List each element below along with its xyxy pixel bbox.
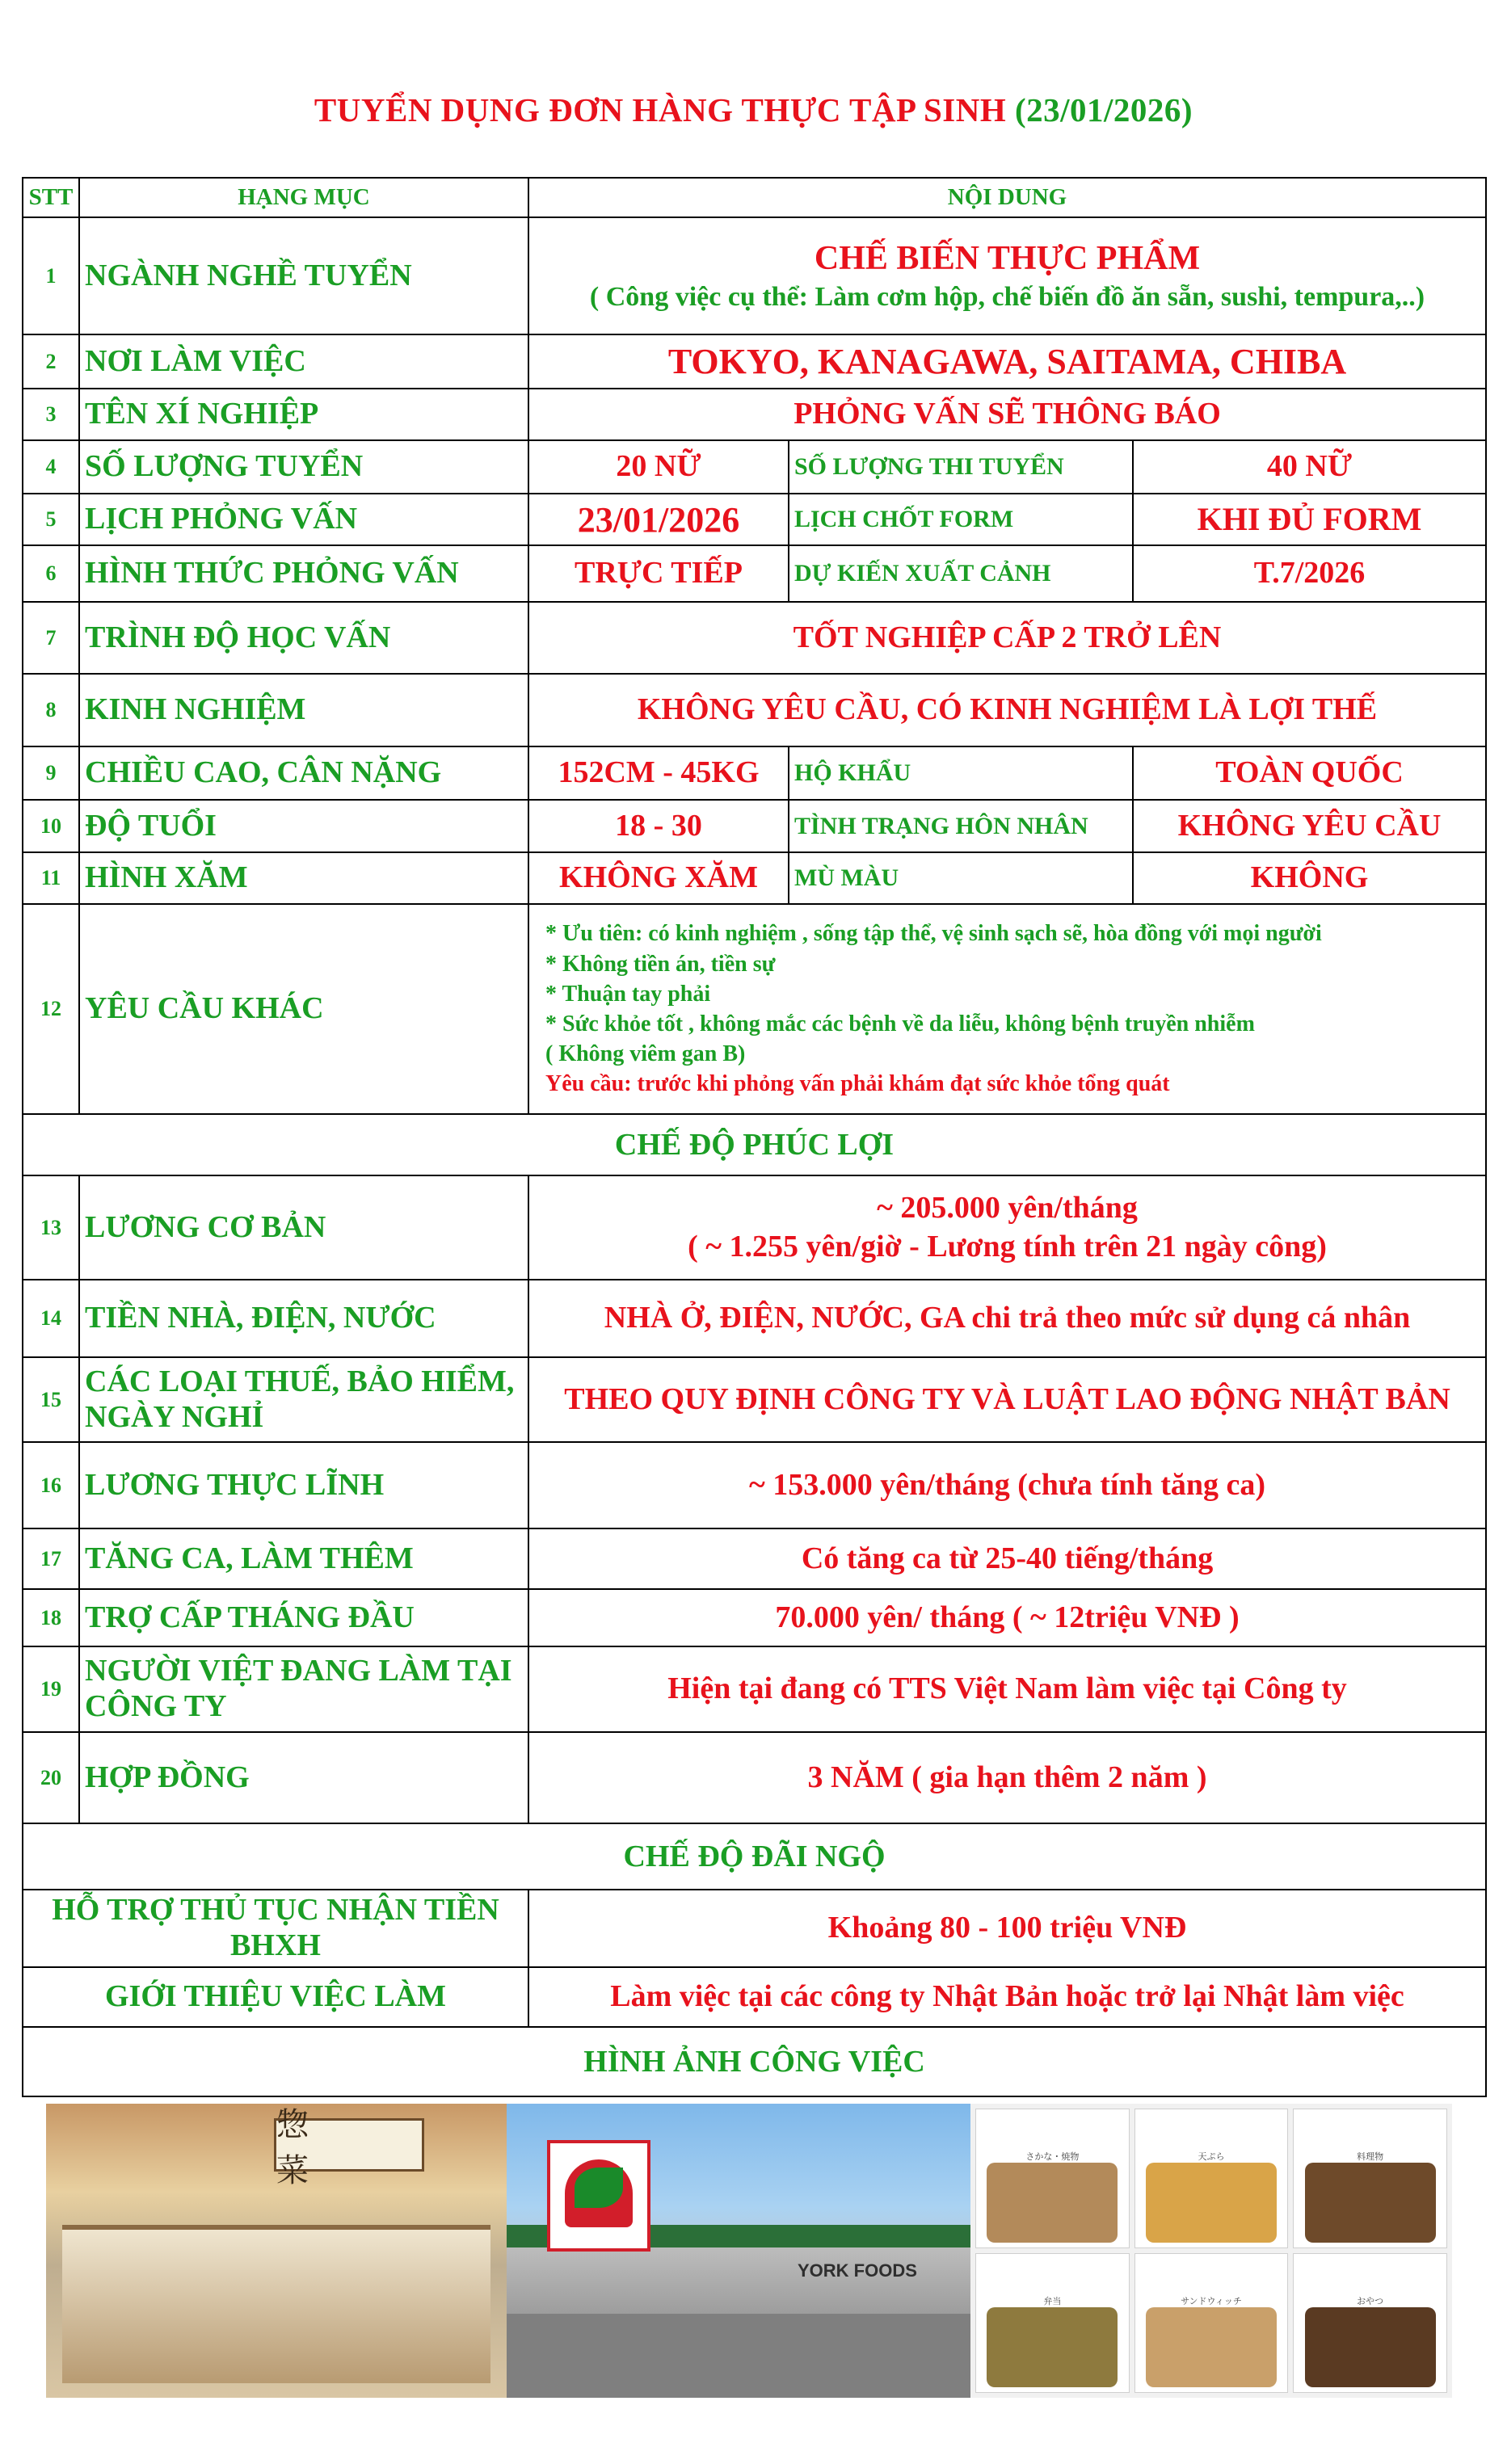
row-label-secondary: LỊCH CHỐT FORM (789, 494, 1133, 545)
row-label: TIỀN NHÀ, ĐIỆN, NƯỚC (79, 1280, 528, 1357)
row-stt: 16 (23, 1442, 79, 1528)
table-row (23, 1967, 1486, 2027)
row-value: PHỎNG VẤN SẼ THÔNG BÁO (528, 389, 1486, 440)
table-row (23, 1589, 1486, 1646)
header-category: HẠNG MỤC (79, 178, 528, 217)
row-stt: 18 (23, 1589, 79, 1646)
deli-counter-photo (46, 2104, 507, 2398)
row-stt: 12 (23, 904, 79, 1114)
food-products-photo (970, 2104, 1452, 2398)
store-front-photo (507, 2104, 970, 2398)
food-tile-label: 天ぷら (1198, 2151, 1225, 2162)
section-header-row (23, 1114, 1486, 1175)
table-row (23, 1357, 1486, 1442)
row-value: 18 - 30 (528, 800, 789, 852)
row-value: NHÀ Ở, ĐIỆN, NƯỚC, GA chi trả theo mức sử dụng cá nhân (528, 1280, 1486, 1357)
section-header-row (23, 1823, 1486, 1890)
row-value-note: ( Công việc cụ thể: Làm cơm hộp, chế biến đồ ăn sẵn, sushi, tempura,..) (589, 281, 1425, 312)
row-value-secondary: T.7/2026 (1133, 545, 1486, 602)
row-label-secondary: HỘ KHẨU (789, 746, 1133, 800)
table-header-row (23, 178, 1486, 217)
store-sign-text: YORK FOODS (798, 2260, 917, 2281)
food-tile (1134, 2109, 1289, 2248)
title-main: TUYỂN DỤNG ĐƠN HÀNG THỰC TẬP SINH (314, 91, 1007, 128)
row-label: TÊN XÍ NGHIỆP (79, 389, 528, 440)
row-label: LỊCH PHỎNG VẤN (79, 494, 528, 545)
row-value-main: ~ 205.000 yên/tháng (877, 1191, 1138, 1225)
row-label: TRÌNH ĐỘ HỌC VẤN (79, 602, 528, 674)
deli-sign-text: 惣 菜 (276, 2106, 341, 2189)
row-value-secondary: 40 NỮ (1133, 440, 1486, 494)
section-welfare-heading: CHẾ ĐỘ PHÚC LỢI (23, 1114, 1486, 1175)
row-stt: 11 (23, 852, 79, 904)
row-value: Khoảng 80 - 100 triệu VNĐ (528, 1890, 1486, 1967)
requirement-line-health: Yêu cầu: trước khi phỏng vấn phải khám đạt sức khỏe tổng quát (545, 1071, 1170, 1097)
row-label: NGƯỜI VIỆT ĐANG LÀM TẠI CÔNG TY (79, 1646, 528, 1732)
row-label: KINH NGHIỆM (79, 674, 528, 746)
table-row (23, 674, 1486, 746)
row-value: THEO QUY ĐỊNH CÔNG TY VÀ LUẬT LAO ĐỘNG NHẬT BẢN (528, 1357, 1486, 1442)
row-label: CÁC LOẠI THUẾ, BẢO HIỂM, NGÀY NGHỈ (79, 1357, 528, 1442)
food-tile (1293, 2109, 1447, 2248)
table-row (23, 1646, 1486, 1732)
row-label: HỖ TRỢ THỦ TỤC NHẬN TIỀN BHXH (23, 1890, 528, 1967)
parking-lot (507, 2314, 970, 2398)
row-label-secondary: DỰ KIẾN XUẤT CẢNH (789, 545, 1133, 602)
row-value: TỐT NGHIỆP CẤP 2 TRỞ LÊN (528, 602, 1486, 674)
row-label: HÌNH THỨC PHỎNG VẤN (79, 545, 528, 602)
food-tile-label: サンドウィッチ (1181, 2295, 1242, 2306)
row-label: YÊU CẦU KHÁC (79, 904, 528, 1114)
row-value: Làm việc tại các công ty Nhật Bản hoặc trở lại Nhật làm việc (528, 1967, 1486, 2027)
row-label: HÌNH XĂM (79, 852, 528, 904)
row-stt: 9 (23, 746, 79, 800)
row-value (528, 217, 1486, 334)
requirement-line: * Thuận tay phải (545, 981, 711, 1007)
row-value (528, 1175, 1486, 1280)
recruitment-table (22, 177, 1487, 2097)
food-tile (975, 2109, 1130, 2248)
row-label: TĂNG CA, LÀM THÊM (79, 1528, 528, 1589)
row-stt: 3 (23, 389, 79, 440)
table-row (23, 1890, 1486, 1967)
row-value: 23/01/2026 (528, 494, 789, 545)
work-photos (46, 2104, 1452, 2398)
row-label: GIỚI THIỆU VIỆC LÀM (23, 1967, 528, 2027)
row-value: 20 NỮ (528, 440, 789, 494)
row-value: 70.000 yên/ tháng ( ~ 12triệu VNĐ ) (528, 1589, 1486, 1646)
table-row (23, 904, 1486, 1114)
table-row (23, 1175, 1486, 1280)
row-label-secondary: MÙ MÀU (789, 852, 1133, 904)
row-value: ~ 153.000 yên/tháng (chưa tính tăng ca) (528, 1442, 1486, 1528)
header-stt: STT (23, 178, 79, 217)
row-value-secondary: KHI ĐỦ FORM (1133, 494, 1486, 545)
food-tile-label: 料理物 (1357, 2151, 1384, 2162)
row-label: ĐỘ TUỔI (79, 800, 528, 852)
row-stt: 8 (23, 674, 79, 746)
row-label: LƯƠNG THỰC LĨNH (79, 1442, 528, 1528)
requirement-line: ( Không viêm gan B) (545, 1041, 746, 1067)
row-label: NƠI LÀM VIỆC (79, 334, 528, 389)
row-stt: 20 (23, 1732, 79, 1823)
row-label: CHIỀU CAO, CÂN NẶNG (79, 746, 528, 800)
food-tile (1134, 2253, 1289, 2393)
row-stt: 2 (23, 334, 79, 389)
row-stt: 13 (23, 1175, 79, 1280)
table-row (23, 602, 1486, 674)
section-header-row (23, 2027, 1486, 2096)
food-tile-label: 弁当 (1043, 2295, 1062, 2306)
table-row (23, 389, 1486, 440)
table-row (23, 852, 1486, 904)
row-stt: 5 (23, 494, 79, 545)
table-row (23, 1528, 1486, 1589)
table-row (23, 746, 1486, 800)
requirements-list (528, 904, 1486, 1114)
row-stt: 10 (23, 800, 79, 852)
row-value-secondary: TOÀN QUỐC (1133, 746, 1486, 800)
table-row (23, 334, 1486, 389)
table-row (23, 440, 1486, 494)
table-row (23, 494, 1486, 545)
row-label: HỢP ĐỒNG (79, 1732, 528, 1823)
row-value: TRỰC TIẾP (528, 545, 789, 602)
title-date: (23/01/2026) (1015, 91, 1193, 128)
row-label: NGÀNH NGHỀ TUYỂN (79, 217, 528, 334)
table-row (23, 1442, 1486, 1528)
food-tile (975, 2253, 1130, 2393)
row-value-note: ( ~ 1.255 yên/giờ - Lương tính trên 21 ngày công) (688, 1229, 1327, 1264)
row-stt: 17 (23, 1528, 79, 1589)
row-value-secondary: KHÔNG (1133, 852, 1486, 904)
row-value: Có tăng ca từ 25-40 tiếng/tháng (528, 1528, 1486, 1589)
food-tile (1293, 2253, 1447, 2393)
header-content: NỘI DUNG (528, 178, 1486, 217)
requirement-line: * Ưu tiên: có kinh nghiệm , sống tập thể, vệ sinh sạch sẽ, hòa đồng với mọi người (545, 921, 1322, 947)
food-tile-label: おやつ (1357, 2295, 1384, 2306)
row-label: TRỢ CẤP THÁNG ĐẦU (79, 1589, 528, 1646)
row-label: SỐ LƯỢNG TUYỂN (79, 440, 528, 494)
row-value: KHÔNG YÊU CẦU, CÓ KINH NGHIỆM LÀ LỢI THẾ (528, 674, 1486, 746)
deli-display-counter (62, 2225, 490, 2383)
row-stt: 15 (23, 1357, 79, 1442)
table-row (23, 1732, 1486, 1823)
row-stt: 7 (23, 602, 79, 674)
table-row (23, 217, 1486, 334)
food-tile-label: さかな・焼物 (1025, 2151, 1080, 2162)
row-stt: 19 (23, 1646, 79, 1732)
row-value: Hiện tại đang có TTS Việt Nam làm việc tại Công ty (528, 1646, 1486, 1732)
section-benefits-heading: CHẾ ĐỘ ĐÃI NGỘ (23, 1823, 1486, 1890)
row-value-main: CHẾ BIẾN THỰC PHẨM (814, 240, 1201, 277)
row-label-secondary: SỐ LƯỢNG THI TUYỂN (789, 440, 1133, 494)
row-label-secondary: TÌNH TRẠNG HÔN NHÂN (789, 800, 1133, 852)
row-value: 3 NĂM ( gia hạn thêm 2 năm ) (528, 1732, 1486, 1823)
row-label: LƯƠNG CƠ BẢN (79, 1175, 528, 1280)
row-value-secondary: KHÔNG YÊU CẦU (1133, 800, 1486, 852)
row-stt: 1 (23, 217, 79, 334)
row-value: 152CM - 45KG (528, 746, 789, 800)
row-stt: 14 (23, 1280, 79, 1357)
table-row (23, 800, 1486, 852)
table-row (23, 1280, 1486, 1357)
section-photos-heading: HÌNH ẢNH CÔNG VIỆC (23, 2027, 1486, 2096)
row-value: TOKYO, KANAGAWA, SAITAMA, CHIBA (528, 334, 1486, 389)
table-row (23, 545, 1486, 602)
requirement-line: * Không tiền án, tiền sự (545, 951, 776, 977)
deli-sign (274, 2106, 424, 2189)
row-stt: 4 (23, 440, 79, 494)
requirement-line: * Sức khỏe tốt , không mắc các bệnh về da liễu, không bệnh truyền nhiễm (545, 1011, 1255, 1036)
page-title (0, 90, 1507, 129)
store-logo-icon (547, 2140, 650, 2252)
row-value: KHÔNG XĂM (528, 852, 789, 904)
row-stt: 6 (23, 545, 79, 602)
